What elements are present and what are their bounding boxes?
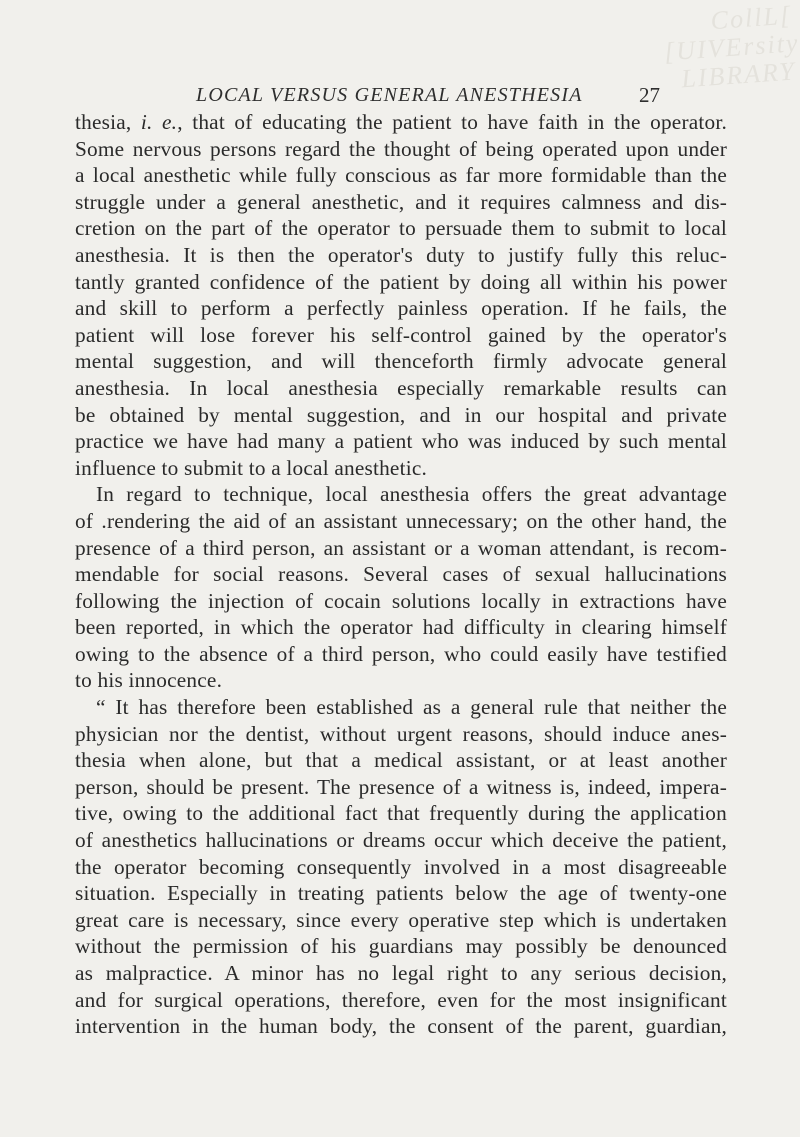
text-line: and skill to perform a perfectly painless operation. If he fails, the — [75, 296, 727, 321]
text-line: to his innocence. — [75, 668, 223, 693]
watermark-line: [UIVErsity — [663, 28, 800, 67]
text-line: mendable for social reasons. Several cases of sexual hallucinations — [75, 562, 727, 587]
text-line: of anesthetics hallucinations or dreams occur which deceive the patient, — [75, 828, 727, 853]
text-line: tive, owing to the additional fact that frequently during the application — [75, 801, 727, 826]
text-line: person, should be present. The presence of a witness is, indeed, impera- — [75, 774, 727, 799]
text-line: cretion on the part of the operator to persuade them to submit to local — [75, 216, 727, 241]
text-line: without the permission of his guardians may possibly be denounced — [75, 934, 727, 959]
text-line: Some nervous persons regard the thought of being operated upon under — [75, 136, 727, 161]
text-line: In regard to technique, local anesthesia offers the great advantage — [96, 482, 727, 507]
text-line: tantly granted confidence of the patient by doing all within his power — [75, 269, 727, 294]
text-line: physician nor the dentist, without urgent reasons, should induce anes- — [75, 721, 727, 746]
text-line: been reported, in which the operator had difficulty in clearing himself — [75, 615, 727, 640]
page-number: 27 — [639, 83, 660, 107]
text-line: thesia, i. e., that of educating the patient to have faith in the operator. — [75, 110, 727, 134]
text-line: thesia when alone, but that a medical assistant, or at least another — [75, 748, 727, 773]
paragraph — [75, 694, 727, 1040]
text-line: struggle under a general anesthetic, and it requires calmness and dis- — [75, 189, 727, 214]
library-stamp-watermark — [661, 0, 800, 95]
text-line: practice we have had many a patient who was induced by such mental — [75, 429, 727, 454]
text-line: the operator becoming consequently involved in a most disagreeable — [75, 854, 727, 879]
text-line: presence of a third person, an assistant or a woman attendant, is recom- — [75, 535, 727, 560]
paragraph — [75, 109, 727, 481]
watermark-line: LIBRARY — [680, 56, 797, 94]
text-line: influence to submit to a local anesthetic. — [75, 455, 427, 480]
text-line: and for surgical operations, therefore, even for the most insignificant — [75, 987, 727, 1012]
text-line: patient will lose forever his self-control gained by the operator's — [75, 322, 727, 347]
text-line: as malpractice. A minor has no legal right to any serious decision, — [75, 961, 727, 985]
text-line: intervention in the human body, the consent of the parent, guardian, — [75, 1014, 727, 1039]
text-line: owing to the absence of a third person, who could easily have testified — [75, 641, 727, 666]
text-line: be obtained by mental suggestion, and in our hospital and private — [75, 402, 727, 427]
paragraph — [75, 481, 727, 694]
watermark-line: CollL[ — [709, 0, 793, 36]
text-line: anesthesia. It is then the operator's duty to justify fully this reluc- — [75, 242, 727, 267]
body-text — [75, 109, 727, 1040]
text-line: following the injection of cocain solutions locally in extractions have — [75, 588, 727, 613]
text-line: anesthesia. In local anesthesia especially remarkable results can — [75, 375, 727, 400]
text-line: a local anesthetic while fully conscious as far more formidable than the — [75, 163, 727, 188]
text-line: great care is necessary, since every operative step which is undertaken — [75, 907, 727, 932]
text-line: mental suggestion, and will thenceforth firmly advocate general — [75, 349, 727, 374]
text-line: of .rendering the aid of an assistant unnecessary; on the other hand, the — [75, 508, 727, 533]
text-line: “ It has therefore been established as a general rule that neither the — [96, 695, 727, 720]
running-title: LOCAL VERSUS GENERAL ANESTHESIA — [196, 84, 583, 106]
text-line: situation. Especially in treating patients below the age of twenty-one — [75, 881, 727, 906]
